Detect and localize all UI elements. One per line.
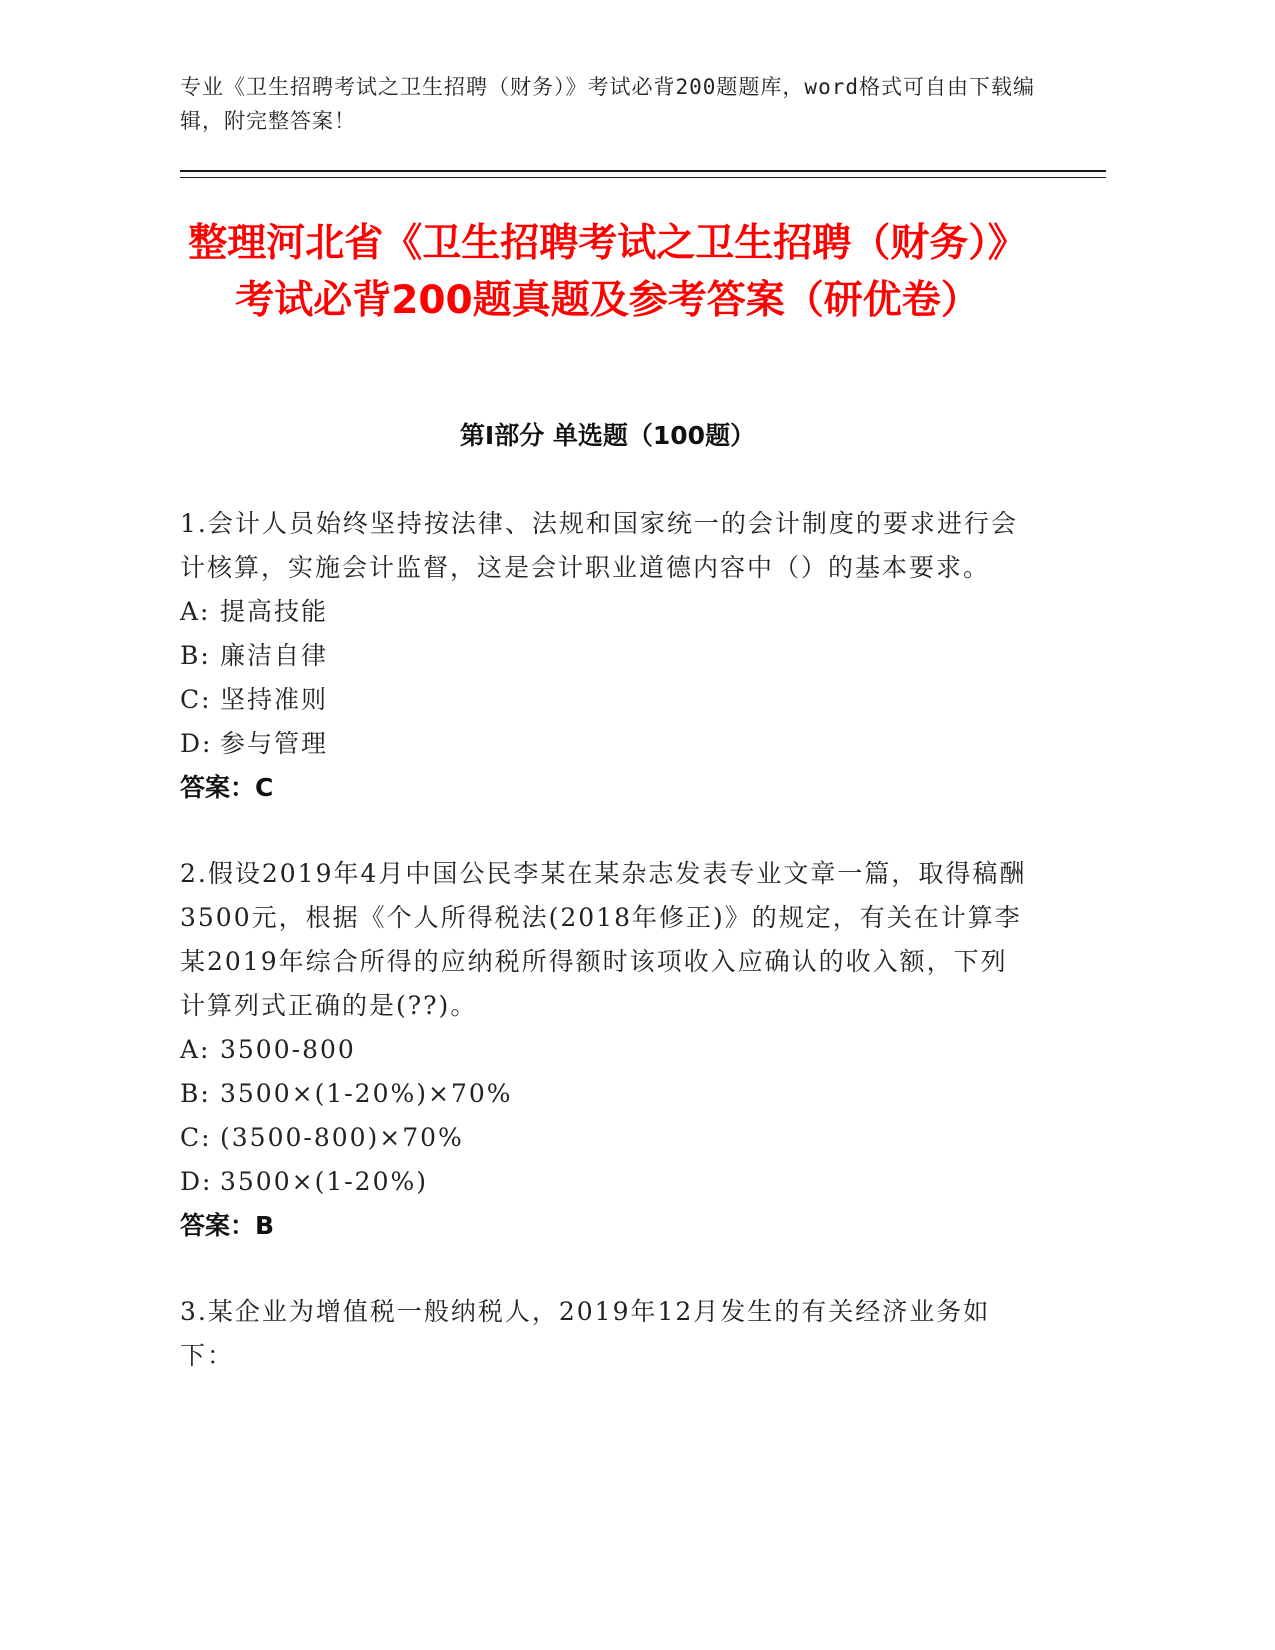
option-text: 坚持准则 (220, 685, 329, 714)
question-stem: 1.会计人员始终坚持按法律、法规和国家统一的会计制度的要求进行会计核算，实施会计监督，这是会计职业道德内容中（）的基本要求。 (180, 509, 1018, 582)
option-key: B: (180, 641, 211, 670)
question-1 (180, 502, 1032, 810)
answer-line: 答案：C (180, 773, 274, 802)
section-title: 第Ⅰ部分 单选题（100题） (459, 421, 756, 450)
header-divider (180, 170, 1106, 172)
option-c (180, 678, 1032, 722)
option-text: (3500-800)×70% (220, 1123, 464, 1152)
header-note: 专业《卫生招聘考试之卫生招聘（财务）》考试必背200题题库，word格式可自由下载编辑，附完整答案！ (180, 75, 1035, 133)
option-text: 参与管理 (220, 729, 329, 758)
option-a (180, 1028, 1032, 1072)
option-key: A: (180, 597, 211, 626)
option-text: 3500×(1-20%)×70% (220, 1079, 513, 1108)
option-text: 提高技能 (220, 597, 329, 626)
option-c (180, 1116, 1032, 1160)
option-key: A: (180, 1035, 211, 1064)
option-key: C: (180, 685, 212, 714)
document-title: 整理河北省《卫生招聘考试之卫生招聘（财务）》考试必背200题真题及参考答案（研优卷） (188, 221, 1027, 323)
option-text: 3500×(1-20%) (220, 1167, 428, 1196)
question-stem: 3.某企业为增值税一般纳税人，2019年12月发生的有关经济业务如下： (180, 1297, 991, 1370)
question-stem: 2.假设2019年4月中国公民李某在某杂志发表专业文章一篇，取得稿酬3500元，根据《个人所得税法(2018年修正)》的规定，有关在计算李某2019年综合所得的应纳税所得额时该项收入应确认的收入额，下列计算列式正确的是(??)。 (180, 859, 1027, 1020)
option-key: D: (180, 729, 213, 758)
option-b (180, 1072, 1032, 1116)
option-d (180, 1160, 1032, 1204)
answer-line: 答案：B (180, 1211, 275, 1240)
header-divider-thin (180, 177, 1106, 178)
option-a (180, 590, 1032, 634)
option-d (180, 722, 1032, 766)
option-text: 廉洁自律 (220, 641, 329, 670)
option-key: B: (180, 1079, 211, 1108)
question-2 (180, 852, 1032, 1248)
option-text: 3500-800 (220, 1035, 356, 1064)
option-b (180, 634, 1032, 678)
option-key: D: (180, 1167, 213, 1196)
question-list (180, 502, 1032, 1420)
question-3 (180, 1290, 1032, 1378)
option-key: C: (180, 1123, 212, 1152)
